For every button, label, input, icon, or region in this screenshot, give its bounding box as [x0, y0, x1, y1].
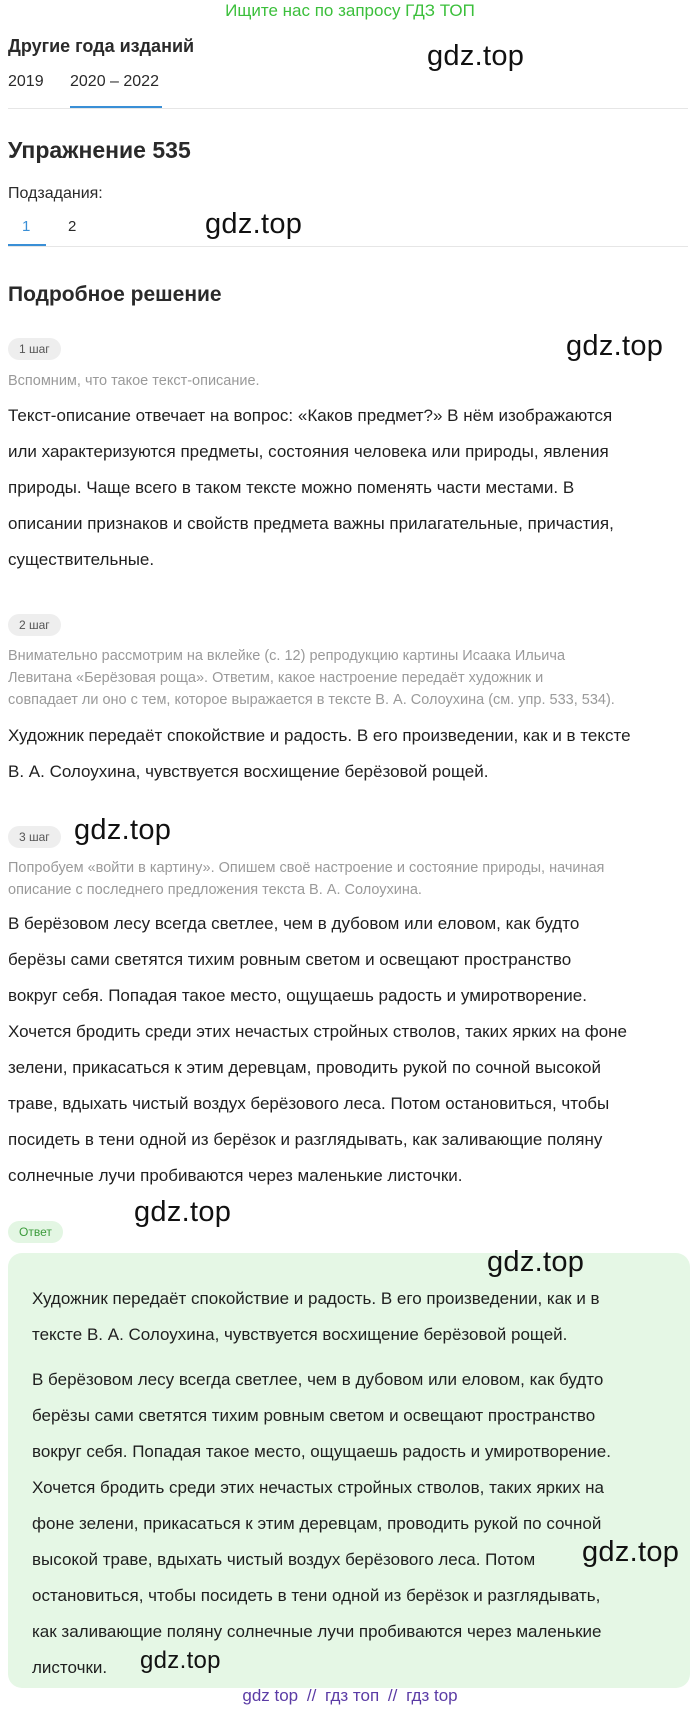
text-line: Хочется бродить среди этих нечастых стройных стволов, таких ярких на — [32, 1478, 604, 1497]
step-hint — [8, 857, 688, 901]
answer-paragraph-1 — [32, 1281, 652, 1353]
text-line: В берёзовом лесу всегда светлее, чем в дубовом или еловом, как будто — [32, 1370, 604, 1389]
text-line: остановиться, чтобы посидеть в тени одной из берёзок и разглядывать, — [32, 1586, 601, 1605]
other-editions-title: Другие года изданий — [8, 36, 195, 56]
footer-link[interactable]: gdz top — [242, 1686, 299, 1705]
text-line: зелени, прикасаться к этим деревцам, проводить рукой по сочной высокой — [8, 1058, 601, 1077]
subtask-tab-1[interactable]: 1 — [22, 218, 31, 235]
answer-paragraph-2 — [32, 1362, 652, 1686]
text-line: тексте В. А. Солоухина, чувствуется восхищение берёзовой рощей. — [32, 1325, 568, 1344]
text-line: Хочется бродить среди этих нечастых стройных стволов, таких ярких на фоне — [8, 1022, 627, 1041]
text-line: В. А. Солоухина, чувствуется восхищение берёзовой рощей. — [8, 762, 489, 781]
text-line: посидеть в тени одной из берёзок и разглядывать, как заливающие поляну — [8, 1130, 603, 1149]
watermark: gdz.top — [74, 814, 172, 846]
year-tab-2020-2022[interactable]: 2020 – 2022 — [70, 73, 159, 90]
subtask-tab-2[interactable]: 2 — [68, 218, 77, 235]
step-badge: 2 шаг — [8, 614, 61, 636]
watermark: gdz.top — [487, 1246, 585, 1278]
hint-line: описание с последнего предложения текста В. А. Солоухина. — [8, 882, 422, 898]
watermark: gdz.top — [582, 1536, 680, 1568]
text-line: Художник передаёт спокойствие и радость. В его произведении, как и в тексте — [8, 726, 631, 745]
footer-link[interactable]: гдз топ — [325, 1686, 380, 1705]
text-line: описании признаков и свойств предмета важны прилагательные, причастия, — [8, 514, 614, 533]
solution-title: Подробное решение — [8, 283, 222, 306]
step-text — [8, 718, 693, 790]
hint-line: Попробуем «войти в картину». Опишем своё настроение и состояние природы, начиная — [8, 860, 605, 876]
answer-badge: Ответ — [8, 1221, 63, 1243]
hint-line: Внимательно рассмотрим на вклейке (с. 12) репродукцию картины Исаака Ильича — [8, 648, 566, 664]
hint-line: Левитана «Берёзовая роща». Ответим, какое настроение передаёт художник и — [8, 670, 544, 686]
year-tab-2019[interactable]: 2019 — [8, 73, 44, 90]
watermark: gdz.top — [140, 1647, 221, 1674]
footer-link[interactable]: гдз top — [406, 1686, 458, 1705]
text-line: природы. Чаще всего в таком тексте можно поменять части местами. В — [8, 478, 575, 497]
text-line: берёзы сами светятся тихим ровным светом и освещают пространство — [32, 1406, 596, 1425]
step-text — [8, 906, 693, 1194]
subtasks-label: Подзадания: — [8, 185, 103, 202]
watermark: gdz.top — [205, 208, 303, 240]
footer-separator: // — [387, 1686, 398, 1705]
watermark: gdz.top — [427, 40, 525, 72]
text-line: вокруг себя. Попадая такое место, ощущаешь радость и умиротворение. — [32, 1442, 611, 1461]
step-badge: 3 шаг — [8, 826, 61, 848]
watermark: gdz.top — [134, 1196, 232, 1228]
text-line: Художник передаёт спокойствие и радость. В его произведении, как и в — [32, 1289, 600, 1308]
footer-separator: // — [306, 1686, 317, 1705]
text-line: или характеризуются предметы, состояния человека или природы, явления — [8, 442, 609, 461]
watermark: gdz.top — [566, 330, 664, 362]
search-banner: Ищите нас по запросу ГДЗ ТОП — [225, 1, 475, 20]
text-line: листочки. — [32, 1658, 108, 1677]
text-line: как заливающие поляну солнечные лучи пробиваются через маленькие — [32, 1622, 602, 1641]
text-line: берёзы сами светятся тихим ровным светом и освещают пространство — [8, 950, 572, 969]
text-line: фоне зелени, прикасаться к этим деревцам, проводить рукой по сочной — [32, 1514, 602, 1533]
text-line: Текст-описание отвечает на вопрос: «Каков предмет?» В нём изображаются — [8, 406, 613, 425]
step-badge: 1 шаг — [8, 338, 61, 360]
divider — [8, 246, 688, 247]
hint-line: совпадает ли оно с тем, которое выражается в тексте В. А. Солоухина (см. упр. 533, 534). — [8, 692, 615, 708]
text-line: траве, вдыхать чистый воздух берёзового леса. Потом остановиться, чтобы — [8, 1094, 610, 1113]
divider — [8, 108, 688, 109]
step-text — [8, 398, 693, 578]
step-hint — [8, 645, 688, 711]
exercise-title: Упражнение 535 — [8, 137, 191, 163]
text-line: высокой траве, вдыхать чистый воздух берёзового леса. Потом — [32, 1550, 536, 1569]
footer-links — [0, 1686, 700, 1706]
text-line: существительные. — [8, 550, 155, 569]
text-line: В берёзовом лесу всегда светлее, чем в дубовом или еловом, как будто — [8, 914, 580, 933]
step-hint: Вспомним, что такое текст-описание. — [8, 373, 260, 389]
text-line: вокруг себя. Попадая такое место, ощущаешь радость и умиротворение. — [8, 986, 587, 1005]
text-line: солнечные лучи пробиваются через маленькие листочки. — [8, 1166, 463, 1185]
